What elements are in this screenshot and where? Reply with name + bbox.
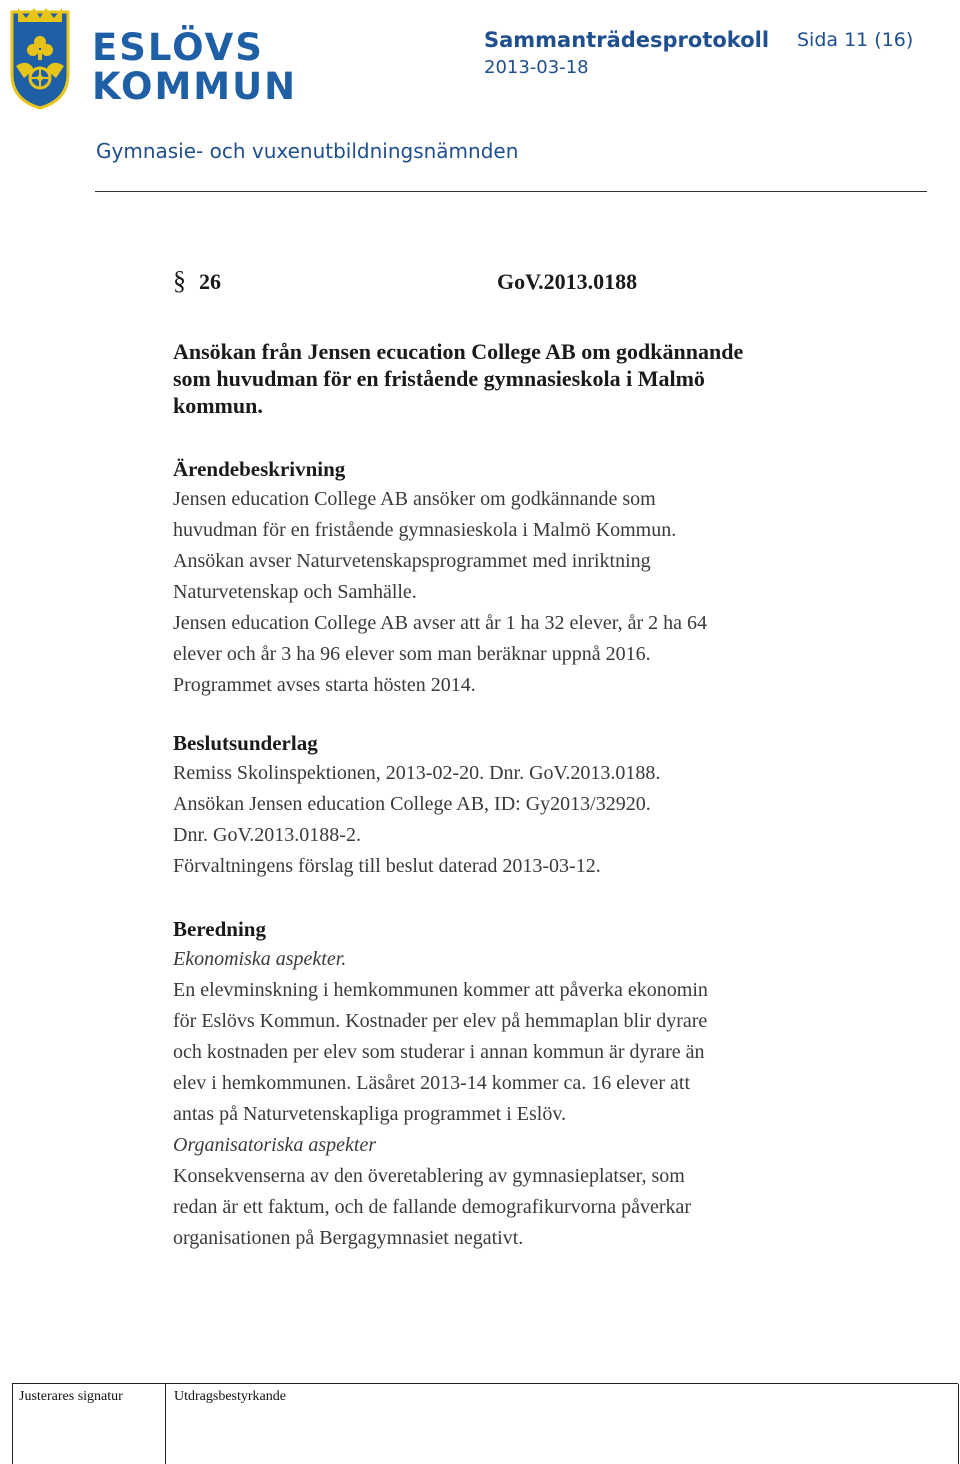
extract-certification-box: [165, 1384, 959, 1464]
arendebeskrivning-text: [173, 484, 873, 701]
text-line: Jensen education College AB ansöker om godkännande som: [173, 488, 656, 510]
text-line: för Eslövs Kommun. Kostnader per elev på hemmaplan blir dyrare: [173, 1010, 708, 1032]
subheading-organisatoriska-aspekter: Organisatoriska aspekter: [173, 1134, 377, 1156]
text-line: En elevminskning i hemkommunen kommer att påverka ekonomin: [173, 979, 708, 1001]
text-line: redan är ett faktum, och de fallande demografikurvorna påverkar: [173, 1196, 692, 1218]
meeting-date: 2013-03-18: [484, 57, 589, 78]
text-line: Jensen education College AB avser att år 1 ha 32 elever, år 2 ha 64: [173, 612, 708, 634]
page-number: Sida 11 (16): [797, 29, 914, 51]
text-line: elev i hemkommunen. Läsåret 2013-14 kommer ca. 16 elever att: [173, 1072, 691, 1094]
text-line: organisationen på Bergagymnasiet negativt.: [173, 1227, 524, 1249]
paragraph-header: [173, 266, 873, 300]
subheading-ekonomiska-aspekter: Ekonomiska aspekter.: [173, 948, 347, 970]
text-line: Dnr. GoV.2013.0188-2.: [173, 824, 361, 846]
text-line: och kostnaden per elev som studerar i annan kommun är dyrare än: [173, 1041, 705, 1063]
text-line: Programmet avses starta hösten 2014.: [173, 674, 476, 696]
section-sign: §: [173, 266, 186, 295]
signature-box: [12, 1384, 166, 1464]
text-line: Remiss Skolinspektionen, 2013-02-20. Dnr. GoV.2013.0188.: [173, 762, 661, 784]
text-line: antas på Naturvetenskapliga programmet i Eslöv.: [173, 1103, 567, 1125]
section-heading-beslutsunderlag: Beslutsunderlag: [173, 731, 318, 755]
paragraph-number: 26: [199, 269, 221, 294]
signature-footer: [12, 1383, 958, 1464]
section-heading-arendebeskrivning: Ärendebeskrivning: [173, 457, 346, 481]
text-line: Ansökan avser Naturvetenskapsprogrammet med inriktning: [173, 550, 651, 572]
municipality-wordmark: [92, 28, 297, 106]
item-title-line: Ansökan från Jensen ecucation College AB om godkännande: [173, 339, 744, 364]
text-line: Naturvetenskap och Samhälle.: [173, 581, 417, 603]
eslov-coat-of-arms-logo: [8, 4, 72, 110]
case-reference: GoV.2013.0188: [497, 269, 638, 294]
wordmark-line-1: ESLÖVS: [92, 26, 264, 69]
text-line: elever och år 3 ha 96 elever som man beräknar uppnå 2016.: [173, 643, 651, 665]
text-line: huvudman för en fristående gymnasieskola i Malmö Kommun.: [173, 519, 677, 541]
item-title-line: kommun.: [173, 393, 263, 418]
committee-name: Gymnasie- och vuxenutbildningsnämnden: [96, 139, 519, 163]
text-line: Förvaltningens förslag till beslut daterad 2013-03-12.: [173, 855, 601, 877]
signature-label: Justerares signatur: [19, 1389, 123, 1404]
wordmark-line-2: KOMMUN: [92, 65, 298, 108]
section-heading-beredning: Beredning: [173, 917, 266, 941]
item-title: [173, 338, 873, 419]
beredning-text: [173, 944, 873, 1254]
text-line: Konsekvenserna av den överetablering av gymnasieplatser, som: [173, 1165, 685, 1187]
item-title-line: som huvudman för en fristående gymnasieskola i Malmö: [173, 366, 705, 391]
extract-certification-label: Utdragsbestyrkande: [174, 1389, 286, 1404]
header-divider: [95, 191, 927, 192]
document-type-title: Sammanträdesprotokoll: [484, 28, 770, 52]
protocol-item: [173, 266, 873, 1254]
beslutsunderlag-text: [173, 758, 873, 882]
text-line: Ansökan Jensen education College AB, ID: Gy2013/32920.: [173, 793, 651, 815]
